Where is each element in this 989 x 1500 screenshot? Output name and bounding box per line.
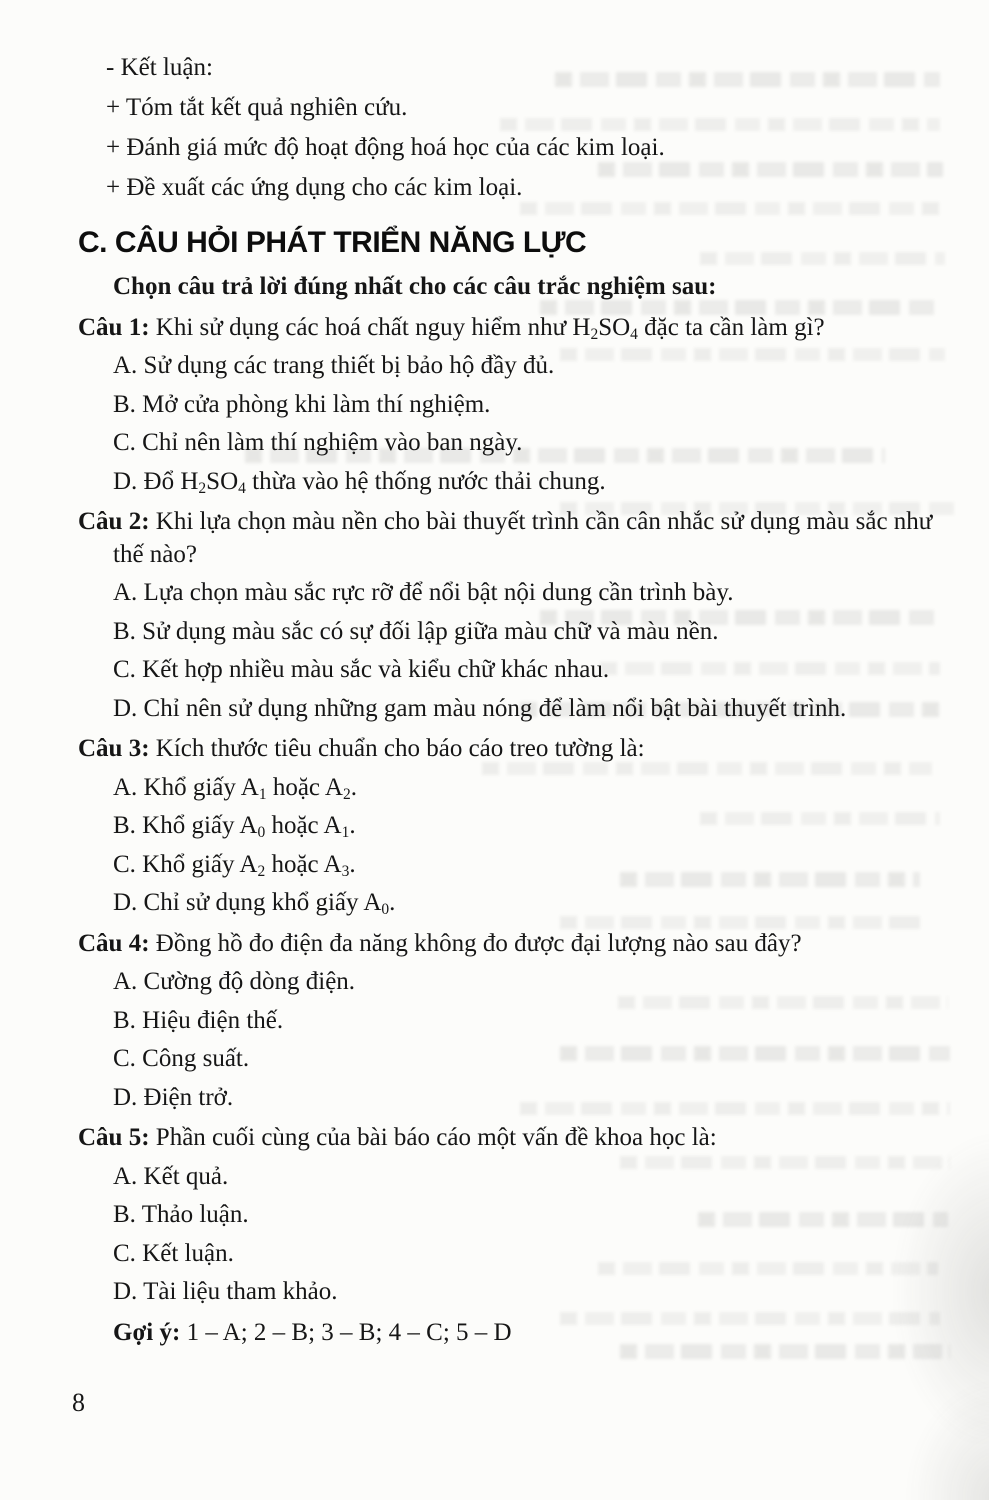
question-2-option-a: A. Lựa chọn màu sắc rực rỡ để nổi bật nội dung cần trình bày. [113,579,734,606]
question-5-label: Câu 5: [78,1124,150,1151]
question-1-option-d: D. Đổ $H_2SO_4$ thừa vào hệ thống nước thải chung. [113,467,606,497]
question-2-option-b: B. Sử dụng màu sắc có sự đối lập giữa màu chữ và màu nền. [113,617,719,645]
summary-point-3: + Đề xuất các ứng dụng cho các kim loại. [106,174,523,201]
question-3 [78,733,963,920]
question-1-option-b: B. Mở cửa phòng khi làm thí nghiệm. [113,390,491,418]
question-4-option-b: B. Hiệu điện thế. [113,1006,284,1034]
answer-key [113,1317,963,1350]
question-3-option-a: A. Khổ giấy $A_1$ hoặc $A_2$. [113,773,357,803]
question-4-option-d: D. Điện trở. [113,1083,234,1111]
question-3-option-d: D. Chỉ sử dụng khổ giấy $A_0$. [113,889,396,918]
question-2-label: Câu 2: [78,508,150,535]
question-2-stem [78,506,963,571]
section-heading: C. CÂU HỎI PHÁT TRIỂN NĂNG LỰC [78,226,587,259]
question-5-option-b: B. Thảo luận. [113,1201,249,1228]
question-1 [78,312,963,499]
question-5-option-a: A. Kết quả. [113,1162,229,1190]
question-2-option-c: C. Kết hợp nhiều màu sắc và kiểu chữ khác nhau. [113,656,610,683]
question-3-label: Câu 3: [78,735,150,762]
question-2 [78,506,963,725]
question-2-text: Khi lựa chọn màu nền cho bài thuyết trình cần cân nhắc sử dụng màu sắc như thế nào? [113,508,933,568]
conclusion-label: - Kết luận: [106,54,213,81]
question-5-text: Phần cuối cùng của bài báo cáo một vấn đề khoa học là: [155,1124,717,1151]
summary-point-2: + Đánh giá mức độ hoạt động hoá học của các kim loại. [106,134,665,161]
summary-point-1: + Tóm tắt kết quả nghiên cứu. [106,94,408,121]
section-instruction: Chọn câu trả lời đúng nhất cho các câu trắc nghiệm sau: [113,273,717,300]
question-5-option-d: D. Tài liệu tham khảo. [113,1278,338,1305]
question-4 [78,928,963,1115]
question-1-text: Khi sử dụng các hoá chất nguy hiểm như $H_2SO_4$ đặc ta cần làm gì? [155,313,825,343]
question-5 [78,1122,963,1309]
question-3-option-c: C. Khổ giấy $A_2$ hoặc $A_3$. [113,850,356,880]
question-4-text: Đồng hồ đo điện đa năng không đo được đại lượng nào sau đây? [155,929,802,957]
question-3-option-b: B. Khổ giấy $A_0$ hoặc $A_1$. [113,812,356,841]
question-5-stem [78,1122,963,1155]
question-1-stem [78,312,963,345]
question-2-option-d: D. Chỉ nên sử dụng những gam màu nóng để làm nổi bật bài thuyết trình. [113,694,847,722]
page-curl-artifact [899,1370,989,1500]
question-4-option-c: C. Công suất. [113,1045,250,1072]
answer-key-label: Gợi ý: [113,1318,181,1346]
question-3-text: Kích thước tiêu chuẩn cho báo cáo treo tường là: [155,735,645,762]
question-4-option-a: A. Cường độ dòng điện. [113,968,356,995]
question-4-label: Câu 4: [78,929,150,957]
answer-key-text: 1 – A; 2 – B; 3 – B; 4 – C; 5 – D [186,1318,512,1346]
question-3-stem [78,733,963,766]
question-1-option-a: A. Sử dụng các trang thiết bị bảo hộ đầy đủ. [113,352,555,379]
page-number: 8 [72,1388,85,1417]
question-1-label: Câu 1: [78,313,150,341]
question-5-option-c: C. Kết luận. [113,1239,234,1267]
question-4-stem [78,928,963,961]
question-1-option-c: C. Chỉ nên làm thí nghiệm vào ban ngày. [113,429,523,456]
